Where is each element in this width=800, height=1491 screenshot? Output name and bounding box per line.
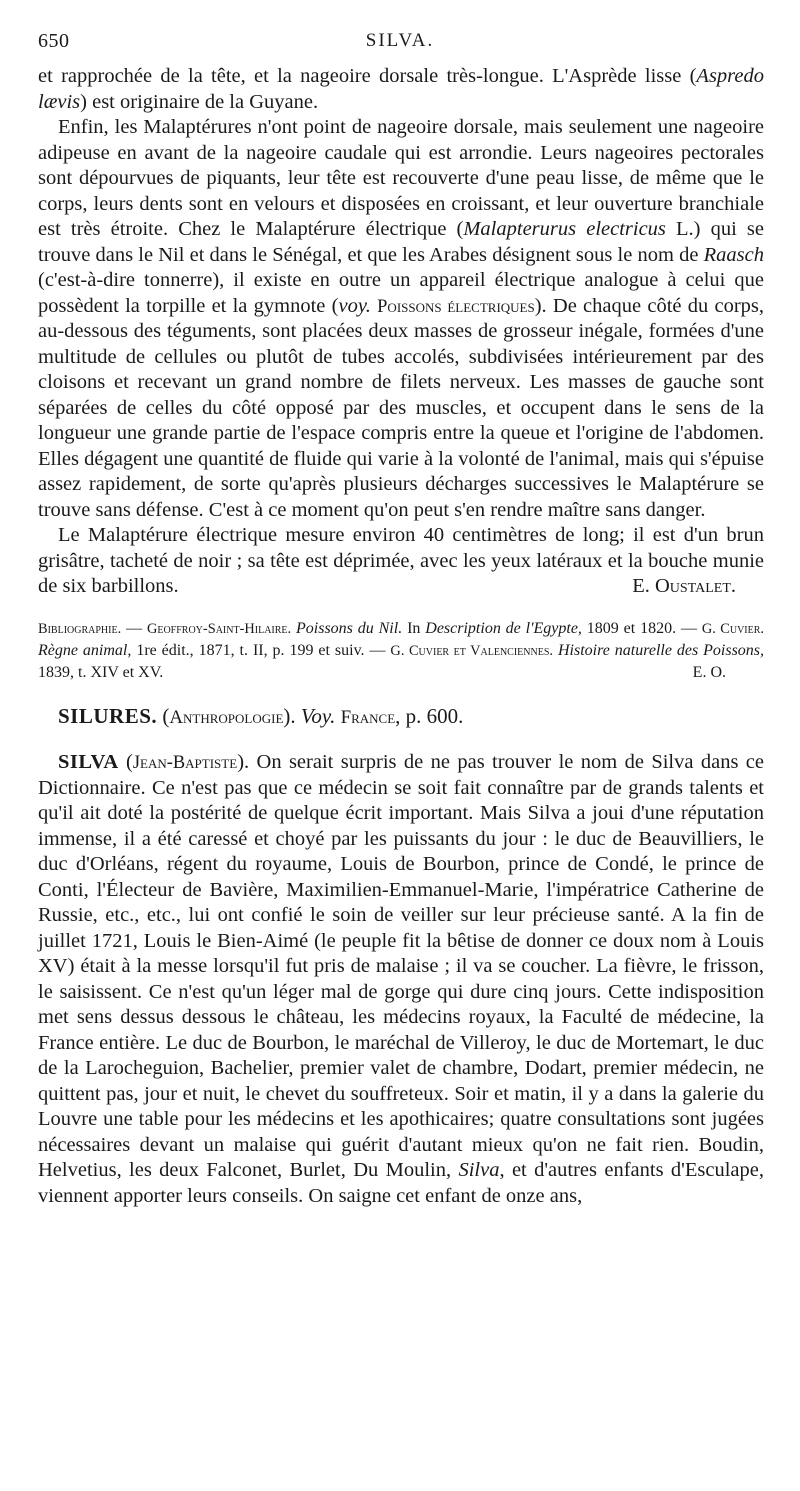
entry-headword: SILURES. [58, 703, 158, 728]
page-body [38, 64, 764, 1209]
cross-reference-voy: Voy. [300, 703, 336, 728]
cross-reference-target: France [340, 706, 396, 728]
page-number: 650 [38, 30, 70, 52]
entry-headword: SILVA [58, 751, 119, 773]
arabic-name: Raasch [703, 243, 764, 266]
paragraph-asprede: et rapprochée de la tête, et la nageoire dorsale très-longue. L'Asprède lisse (Aspredo lævis) est originaire de la Guyane. [38, 65, 764, 113]
paragraph-malapterures: Enfin, les Malaptérures n'ont point de nageoire dorsale, mais seulement une nageoire adipeuse en avant de la nageoire caudale qui est arrondie. Leurs nageoires pectorales sont dépourvues de piquants, leur tête est recouverte d'une peau lisse, de même que le corps, leurs dents sont en velours et disposées en croissant, et leur ouverture branchiale est très étroite. Chez le Malaptérure électrique (Malapterurus electricus L.) qui se trouve dans le Nil et dans le Sénégal, et que les Arabes désignent sous le nom de Raasch (c'est-à-dire tonnerre), il existe en outre un appareil électrique analogue à celui que possèdent la torpille et la gymnote (voy. Poissons électriques). De chaque côté du corps, au-dessous des téguments, sont placées deux masses de grosseur inégale, formées d'une multitude de cellules ou plutôt de tubes accolés, subdivisées intérieurement par des cloisons et recevant un grand nombre de filets nerveux. Les masses de gauche sont séparées de celles du côté opposé par des muscles, et occupent dans le sens de la longueur une grande partie de l'espace compris entre la queue et l'origine de l'abdomen. Elles dégagent une quantité de fluide qui varie à la volonté de l'animal, mais qui s'épuise assez rapidement, de sorte qu'après plusieurs décharges successives le Malaptérure se trouve sans défense. C'est à ce moment qu'on peut s'en rendre maître sans danger. [38, 116, 765, 521]
bibliography-label: Bibliographie. [38, 620, 122, 637]
latin-name: Aspredo lævis [38, 65, 764, 113]
bibliography: Bibliographie. — Geoffroy-Saint-Hilaire. Poissons du Nil. In Description de l'Egypte, 1809 et 1820. — G. Cuvier. Règne animal, 1re édit., 1871, t. II, p. 199 et suiv. — G. Cuvier et Valenciennes. Histoire naturelle des Poissons, 1839, t. XIV et XV. E. O. [38, 618, 764, 684]
running-title: SILVA. [365, 30, 435, 51]
bibliography-initials: E. O. [692, 663, 726, 681]
latin-name: Malapterurus electricus [463, 218, 666, 240]
paragraph-description: Le Malaptérure électrique mesure environ 40 centimètres de long; il est d'un brun grisâtre, tacheté de noir ; sa tête est déprimée, avec les yeux latéraux et la bouche munie de six barbillons. E. Oustalet. [38, 523, 764, 600]
author-signature: E. Oustalet. [632, 575, 736, 597]
cross-reference-voy: voy. [338, 294, 371, 317]
entry-silures: SILURES. (Anthropologie). Voy. France, p. 600. [58, 703, 464, 728]
entry-silva: SILVA (Jean-Baptiste). On serait surpris de ne pas trouver le nom de Silva dans ce Dictionnaire. Ce n'est pas que ce médecin se soit fait connaître par de grands talents et qu'il ait doté la postérité de quelque écrit important. Mais Silva a joui d'une réputation immense, il a été caressé et choyé par les puissants du jour : le duc de Beauvilliers, le duc d'Orléans, régent du royaume, Louis de Bourbon, prince de Condé, le prince de Conti, l'Électeur de Bavière, Maximilien-Emmanuel-Marie, l'impératrice Catherine de Russie, etc., etc., lui ont confié le soin de veiller sur leur précieuse santé. A la fin de juillet 1721, Louis le Bien-Aimé (le peuple fit la bêtise de donner ce doux nom à Louis XV) était à la messe lorsqu'il fut pris de malaise ; il va se coucher. La fièvre, le frisson, le saisissent. Ce n'est qu'un léger mal de gorge qui dure cinq jours. Cette indisposition met sens dessus dessous le château, les médecins royaux, la Faculté de médecine, la France entière. Le duc de Bourbon, le maréchal de Villeroy, le duc de Mortemart, le duc de la Larocheguion, Bachelier, premier valet de chambre, Dodart, premier médecin, ne quittent pas, jour et nuit, le chevet du souffreteux. Soir et matin, il y a dans la galerie du Louvre une table pour les médecins et les apothicaires; quatre consultations sont jugées nécessaires devant un malaise qui guérit d'autant mieux qu'on ne fait rien. Boudin, Helvetius, les deux Falconet, Burlet, Du Moulin, Silva, et d'autres enfants d'Esculape, viennent apporter leurs conseils. On saigne cet enfant de onze ans, [38, 751, 764, 1207]
page-header [38, 30, 762, 60]
cross-reference-target: Poissons électriques [377, 295, 535, 316]
